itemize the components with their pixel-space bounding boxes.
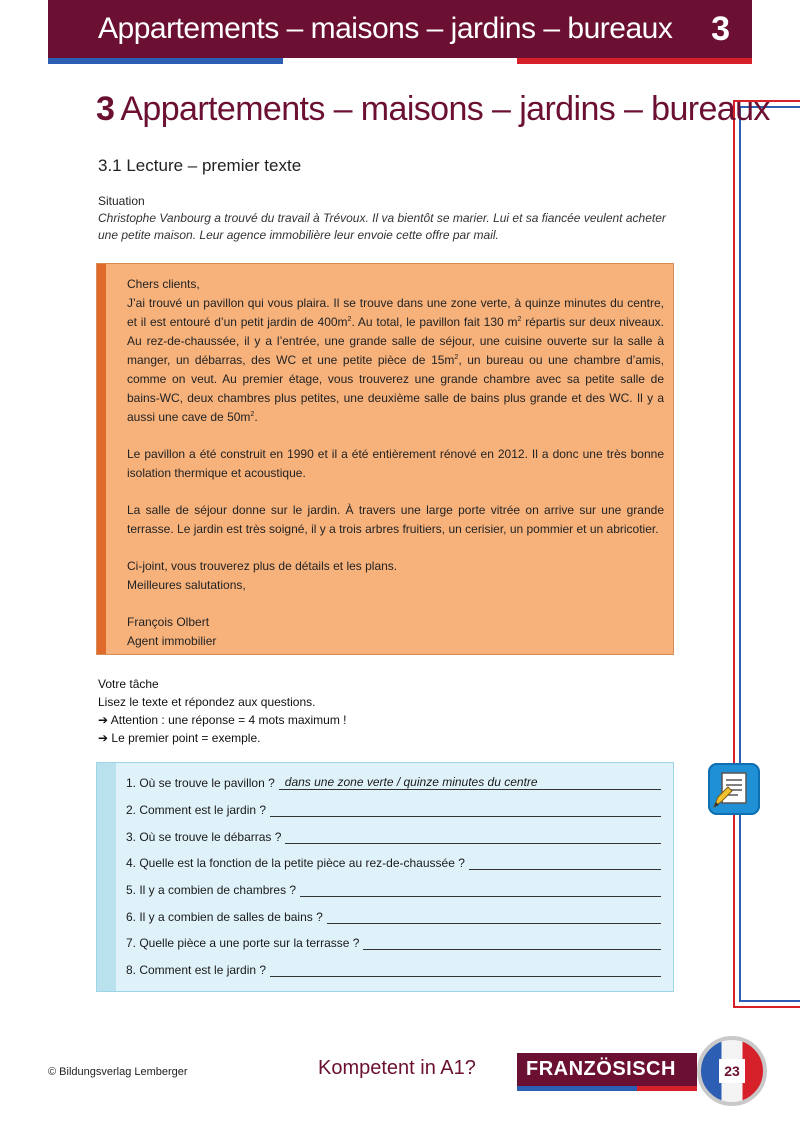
letter-text: répartis sur deux niveaux. Au rez-de-chaussée, il y a l’entrée, une grande salle de séjour, une cuisine ouverte sur la salle à manger, un débarras, des WC et une petite pièce de 15m (127, 315, 664, 367)
letter-paragraph-3: La salle de séjour donne sur le jardin. À travers une large porte vitrée on arrive sur une grande terrasse. Le jardin est très soigné, il y a trois arbres fruitiers, un cerisier, un pommier et un abricotier. (127, 503, 664, 536)
question-text: 8. Comment est le jardin ? (126, 963, 267, 977)
footer-subject-label: FRANZÖSISCH (517, 1053, 697, 1086)
letter-attachment-note: Ci-joint, vous trouverez plus de détails et les plans. (127, 559, 398, 573)
letter-text: J’ai trouvé un pavillon qui vous plaira. Il se trouve dans une zone verte, à quinze minutes du centre, et il est entouré d’un petit jardin de 400m (127, 296, 664, 329)
footer-stripe-red (637, 1086, 697, 1091)
letter-box (96, 263, 674, 655)
situation-block (98, 193, 678, 244)
answer-line[interactable] (363, 935, 661, 950)
situation-text: Christophe Vanbourg a trouvé du travail à Trévoux. Il va bientôt se marier. Lui et sa fiancée veulent acheter une petite maison. Leur agence immobilière leur envoie cette offre par mail. (98, 211, 666, 242)
question-row (126, 824, 661, 844)
answer-line[interactable] (300, 882, 661, 897)
answer-line[interactable] (327, 909, 661, 924)
header-stripe-red (517, 58, 752, 64)
answer-line[interactable] (270, 962, 661, 977)
letter-paragraph-2: Le pavillon a été construit en 1990 et il a été entièrement rénové en 2012. Il a donc une très bonne isolation thermique et acoustique. (127, 447, 664, 480)
notepad-pencil-icon[interactable] (708, 763, 760, 815)
question-text: 5. Il y a combien de chambres ? (126, 883, 297, 897)
question-text: 4. Quelle est la fonction de la petite pièce au rez-de-chaussée ? (126, 856, 465, 870)
task-block (98, 675, 347, 747)
answer-line[interactable] (270, 802, 661, 817)
question-row (126, 850, 661, 870)
letter-signature (127, 613, 664, 651)
question-row (126, 770, 661, 790)
question-row (126, 877, 661, 897)
situation-label: Situation (98, 194, 145, 208)
header-stripe-blue (48, 58, 283, 64)
questions-accent-bar (97, 763, 116, 991)
letter-body (127, 275, 664, 651)
header-banner (48, 0, 752, 58)
chapter-number: 3 (96, 90, 115, 128)
task-note-example: ➔ Le premier point = exemple. (98, 731, 261, 745)
letter-greeting: Chers clients, (127, 277, 200, 291)
section-title: 3.1 Lecture – premier texte (98, 156, 302, 175)
task-instruction: Lisez le texte et répondez aux questions. (98, 695, 316, 709)
header-title: Appartements – maisons – jardins – bureaux (98, 12, 673, 45)
signature-name: François Olbert (127, 615, 210, 629)
superscript: 2 (517, 316, 522, 323)
task-title: Votre tâche (98, 677, 159, 691)
page-number: 23 (719, 1059, 745, 1083)
questions-box (96, 762, 674, 992)
question-row (126, 904, 661, 924)
notepad-pencil-icon-graphic (708, 763, 760, 815)
answer-line[interactable] (279, 775, 661, 790)
letter-accent-bar (97, 264, 106, 654)
header-chapter-number: 3 (711, 10, 730, 48)
question-row (126, 930, 661, 950)
flag-badge (697, 1036, 767, 1106)
answer-line[interactable] (285, 829, 661, 844)
side-frame-blue (739, 106, 800, 1002)
superscript: 2 (250, 411, 255, 418)
footer-stripe-blue (517, 1086, 637, 1091)
question-text: 3. Où se trouve le débarras ? (126, 830, 282, 844)
answer-example: dans une zone verte / quinze minutes du centre (284, 775, 538, 789)
task-note-attention: ➔ Attention : une réponse = 4 mots maximum ! (98, 713, 347, 727)
footer-series-title: Kompetent in A1? (318, 1057, 476, 1079)
question-text: 1. Où se trouve le pavillon ? (126, 776, 275, 790)
superscript: 2 (347, 316, 352, 323)
signature-role: Agent immobilier (127, 634, 217, 648)
superscript: 2 (454, 354, 459, 361)
chapter-title (96, 90, 770, 129)
question-text: 7. Quelle pièce a une porte sur la terrasse ? (126, 936, 360, 950)
question-text: 6. Il y a combien de salles de bains ? (126, 910, 323, 924)
letter-text: . Au total, le pavillon fait 130 m (351, 315, 518, 329)
answer-line[interactable] (469, 855, 661, 870)
question-row (126, 797, 661, 817)
letter-text: , un bureau ou une chambre d’amis, comme on veut. Au premier étage, vous trouverez une grande chambre avec sa petite salle de bains-WC, deux chambres plus petites, une deuxième salle de bains plus grande et des WC. Il y a aussi une cave de 50m (127, 353, 664, 424)
letter-text: . (254, 410, 258, 424)
chapter-title-text: Appartements – maisons – jardins – bureaux (120, 90, 770, 128)
question-row (126, 957, 661, 977)
question-text: 2. Comment est le jardin ? (126, 803, 267, 817)
letter-paragraph-4 (127, 557, 664, 595)
letter-closing: Meilleures salutations, (127, 578, 246, 592)
letter-paragraph-1 (127, 275, 664, 427)
copyright: © Bildungsverlag Lemberger (48, 1066, 188, 1078)
